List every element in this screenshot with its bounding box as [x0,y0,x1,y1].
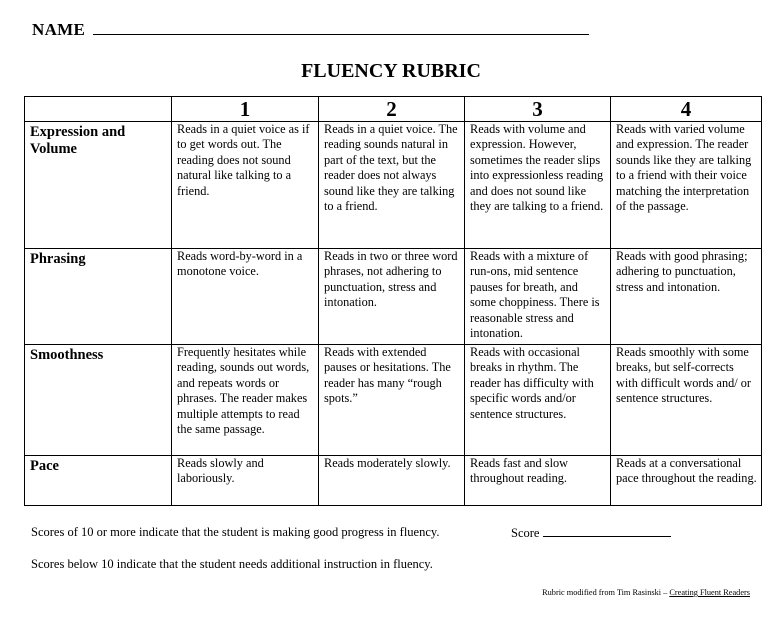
table-cell: Reads moderately slowly. [319,456,465,506]
table-cell: Reads with a mixture of run-ons, mid sentence pauses for breath, and some choppiness. There is reasonable stress and intonation. [465,249,611,345]
table-cell: Reads at a conversational pace throughout the reading. [611,456,762,506]
table-cell: Reads in two or three word phrases, not adhering to punctuation, stress and intonation. [319,249,465,345]
category-phrasing: Phrasing [25,249,172,345]
table-row-phrasing [25,249,762,345]
credit-book-link[interactable]: Creating Fluent Readers [669,588,750,597]
page-title: FLUENCY RUBRIC [301,60,481,82]
table-cell: Reads with occasional breaks in rhythm. The reader has difficulty with specific words and/or sentence structures. [465,345,611,456]
fluency-rubric-table [24,96,762,506]
category-expression-volume: Expression and Volume [25,122,172,249]
score-field [511,525,671,541]
table-cell: Reads with varied volume and expression. The reader sounds like they are talking to a friend with their voice matching the interpretation of the passage. [611,122,762,249]
table-cell: Reads in a quiet voice. The reading sounds natural in part of the text, but the reader does not always sound like they are talking to a friend. [319,122,465,249]
table-cell: Reads with volume and expression. However, sometimes the reader slips into expressionless reading and does not sound like they are talking to a friend. [465,122,611,249]
note-needs-instruction: Scores below 10 indicate that the student needs additional instruction in fluency. [31,557,433,571]
name-field [32,20,589,40]
column-header-4: 4 [611,97,762,122]
table-header-row [25,97,762,122]
table-row-smoothness [25,345,762,456]
table-cell: Reads word-by-word in a monotone voice. [172,249,319,345]
table-row-pace [25,456,762,506]
table-cell: Reads in a quiet voice as if to get words out. The reading does not sound natural like talking to a friend. [172,122,319,249]
table-cell: Reads with good phrasing; adhering to punctuation, stress and intonation. [611,249,762,345]
source-credit [542,588,750,597]
note-good-progress: Scores of 10 or more indicate that the student is making good progress in fluency. [31,525,440,539]
table-cell: Reads slowly and laboriously. [172,456,319,506]
table-cell: Reads smoothly with some breaks, but self-corrects with difficult words and/ or sentence structures. [611,345,762,456]
table-row-expression-volume [25,122,762,249]
column-header-1: 1 [172,97,319,122]
category-smoothness: Smoothness [25,345,172,456]
category-pace: Pace [25,456,172,506]
score-blank-line[interactable] [543,525,671,537]
column-header-2: 2 [319,97,465,122]
name-blank-line[interactable] [93,20,589,35]
table-cell: Reads fast and slow throughout reading. [465,456,611,506]
name-label: NAME [32,20,86,39]
table-cell: Reads with extended pauses or hesitations. The reader has many “rough spots.” [319,345,465,456]
table-cell: Frequently hesitates while reading, sounds out words, and repeats words or phrases. The reader makes multiple attempts to read the same passage. [172,345,319,456]
column-header-3: 3 [465,97,611,122]
credit-prefix: Rubric modified from Tim Rasinski – [542,588,670,597]
score-label: Score [511,526,540,540]
column-header-blank [25,97,172,122]
